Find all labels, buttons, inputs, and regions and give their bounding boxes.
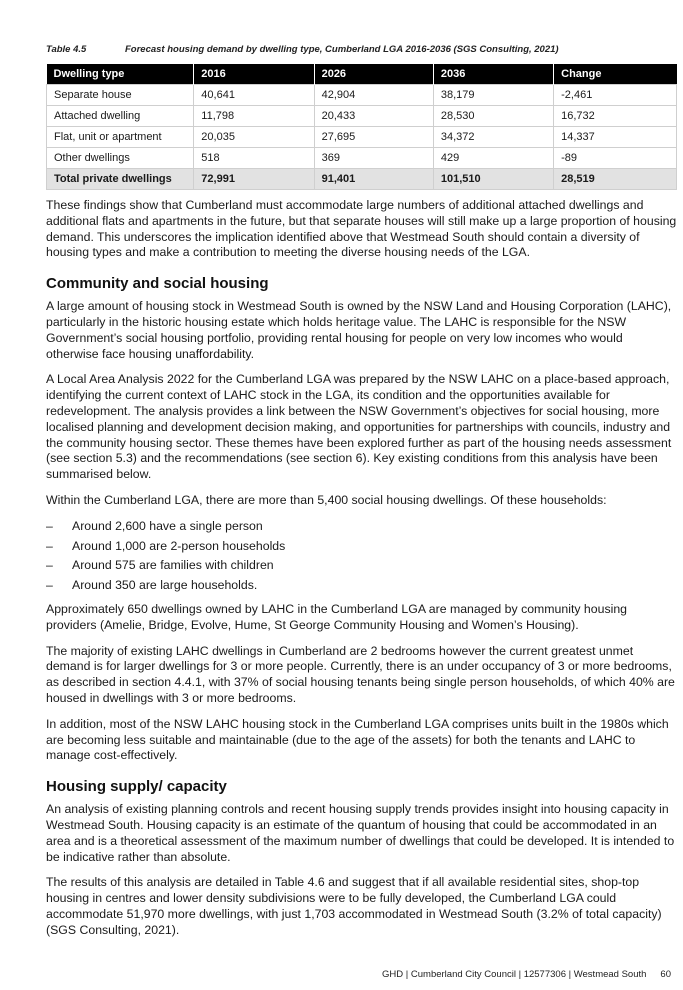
housing-demand-table	[46, 64, 677, 190]
table-cell: 11,798	[194, 106, 314, 127]
table-number: Table 4.5	[46, 44, 87, 55]
table-cell: 369	[314, 148, 433, 169]
table-cell: 28,519	[554, 169, 677, 190]
table-cell: 20,035	[194, 127, 314, 148]
paragraph: The results of this analysis are detailed in Table 4.6 and suggest that if all available residential sites, shop-top housing in centres and lower density subdivisions were to be fully developed, the Cumberland LGA could accommodate 51,970 more dwellings, with just 1,703 accommodated in Westmead South (3.2% of total capacity) (SGS Consulting, 2021).	[46, 875, 662, 937]
dash-bullet: –	[46, 538, 53, 553]
dash-bullet: –	[46, 518, 53, 533]
heading-community-social-housing: Community and social housing	[46, 275, 269, 293]
table-cell: 429	[433, 148, 553, 169]
table-cell: 14,337	[554, 127, 677, 148]
page-number: 60	[660, 969, 671, 980]
paragraph: Within the Cumberland LGA, there are more than 5,400 social housing dwellings. Of these households:	[46, 492, 607, 507]
table-title: Forecast housing demand by dwelling type, Cumberland LGA 2016-2036 (SGS Consulting, 2021)	[125, 44, 559, 55]
table-cell: 28,530	[433, 106, 553, 127]
list-item	[46, 519, 677, 535]
paragraph: A large amount of housing stock in Westmead South is owned by the NSW Land and Housing Corporation (LAHC), particularly in the historic housing estate which holds heritage value. The LAHC is responsible for the NSW Government’s social housing portfolio, providing rental housing for people on very low incomes who would otherwise face housing unaffordability.	[46, 299, 672, 361]
table-header-row	[47, 64, 677, 85]
list-item-text: Around 575 are families with children	[72, 558, 274, 573]
list-item	[46, 578, 677, 594]
table-cell: 27,695	[314, 127, 433, 148]
table-cell: Other dwellings	[47, 148, 194, 169]
table-row	[47, 106, 677, 127]
page-footer	[382, 969, 671, 980]
paragraph-findings: These findings show that Cumberland must accommodate large numbers of additional attached dwellings and additional flats and apartments in the future, but that separate houses will still make up a large proportion of housing demand. This underscores the implication identified above that Westmead South should contain a diversity of housing types and make a contribution to meeting the diverse housing needs of the LGA.	[46, 198, 677, 260]
dash-bullet: –	[46, 578, 53, 593]
document-page	[46, 0, 677, 990]
paragraph: An analysis of existing planning controls and recent housing supply trends provides insight into housing capacity in Westmead South. Housing capacity is an estimate of the quantum of housing that could be accommodated in an area and is a theoretical assessment of the maximum number of dwellings that could be developed. It is intended to be indicative rather than absolute.	[46, 802, 675, 864]
table-cell: Total private dwellings	[47, 169, 194, 190]
table-row	[47, 127, 677, 148]
table-cell: 40,641	[194, 85, 314, 106]
table-cell: Flat, unit or apartment	[47, 127, 194, 148]
body-text	[46, 198, 677, 948]
table-cell: -89	[554, 148, 677, 169]
dash-bullet: –	[46, 558, 53, 573]
column-header: 2026	[314, 64, 433, 85]
table-cell: 34,372	[433, 127, 553, 148]
household-list	[46, 519, 677, 594]
heading-housing-supply-capacity: Housing supply/ capacity	[46, 778, 227, 796]
table-cell: 518	[194, 148, 314, 169]
column-header: Change	[554, 64, 677, 85]
table-caption	[46, 44, 677, 55]
paragraph: A Local Area Analysis 2022 for the Cumberland LGA was prepared by the NSW LAHC on a place-based approach, identifying the current context of LAHC stock in the LGA, its condition and the opportunities available for redevelopment. The analysis provides a link between the NSW Government’s objectives for social housing, more localised planning and development decision making, and opportunities for partnerships with councils, industry and the community housing sector. These themes have been explored further as part of the housing needs assessment (see section 5.3) and the recommendations (see section 6). Key existing conditions from this analysis have been summarised below.	[46, 372, 672, 482]
table-cell: -2,461	[554, 85, 677, 106]
paragraph: In addition, most of the NSW LAHC housing stock in the Cumberland LGA comprises units built in the 1980s which are becoming less suitable and maintainable (due to the age of the assets) for both the tenants and LAHC to manage cost-effectively.	[46, 716, 669, 763]
column-header: 2036	[433, 64, 553, 85]
paragraph: The majority of existing LAHC dwellings in Cumberland are 2 bedrooms however the current greatest unmet demand is for larger dwellings for 3 or more people. Currently, there is an under occupancy of 3 or more bedrooms, as described in section 4.4.1, with 37% of social housing tenants being single person households, of which 40% are housed in dwellings with 3 or more bedrooms.	[46, 643, 675, 705]
list-item	[46, 558, 677, 574]
table-cell: 42,904	[314, 85, 433, 106]
list-item-text: Around 1,000 are 2-person households	[72, 538, 286, 553]
list-item	[46, 539, 677, 555]
paragraph: Approximately 650 dwellings owned by LAHC in the Cumberland LGA are managed by community housing providers (Amelie, Bridge, Evolve, Hume, St George Community Housing and Women’s Housing).	[46, 601, 628, 632]
list-item-text: Around 2,600 have a single person	[72, 518, 263, 533]
list-item-text: Around 350 are large households.	[72, 578, 258, 593]
column-header: Dwelling type	[47, 64, 194, 85]
table-cell: 91,401	[314, 169, 433, 190]
column-header: 2016	[194, 64, 314, 85]
footer-text: GHD | Cumberland City Council | 12577306 | Westmead South	[382, 969, 647, 980]
table-cell: 16,732	[554, 106, 677, 127]
table-cell: Separate house	[47, 85, 194, 106]
table-row	[47, 148, 677, 169]
table-cell: Attached dwelling	[47, 106, 194, 127]
table-cell: 72,991	[194, 169, 314, 190]
table-row	[47, 85, 677, 106]
table-cell: 38,179	[433, 85, 553, 106]
table-cell: 101,510	[433, 169, 553, 190]
table-total-row	[47, 169, 677, 190]
table-cell: 20,433	[314, 106, 433, 127]
